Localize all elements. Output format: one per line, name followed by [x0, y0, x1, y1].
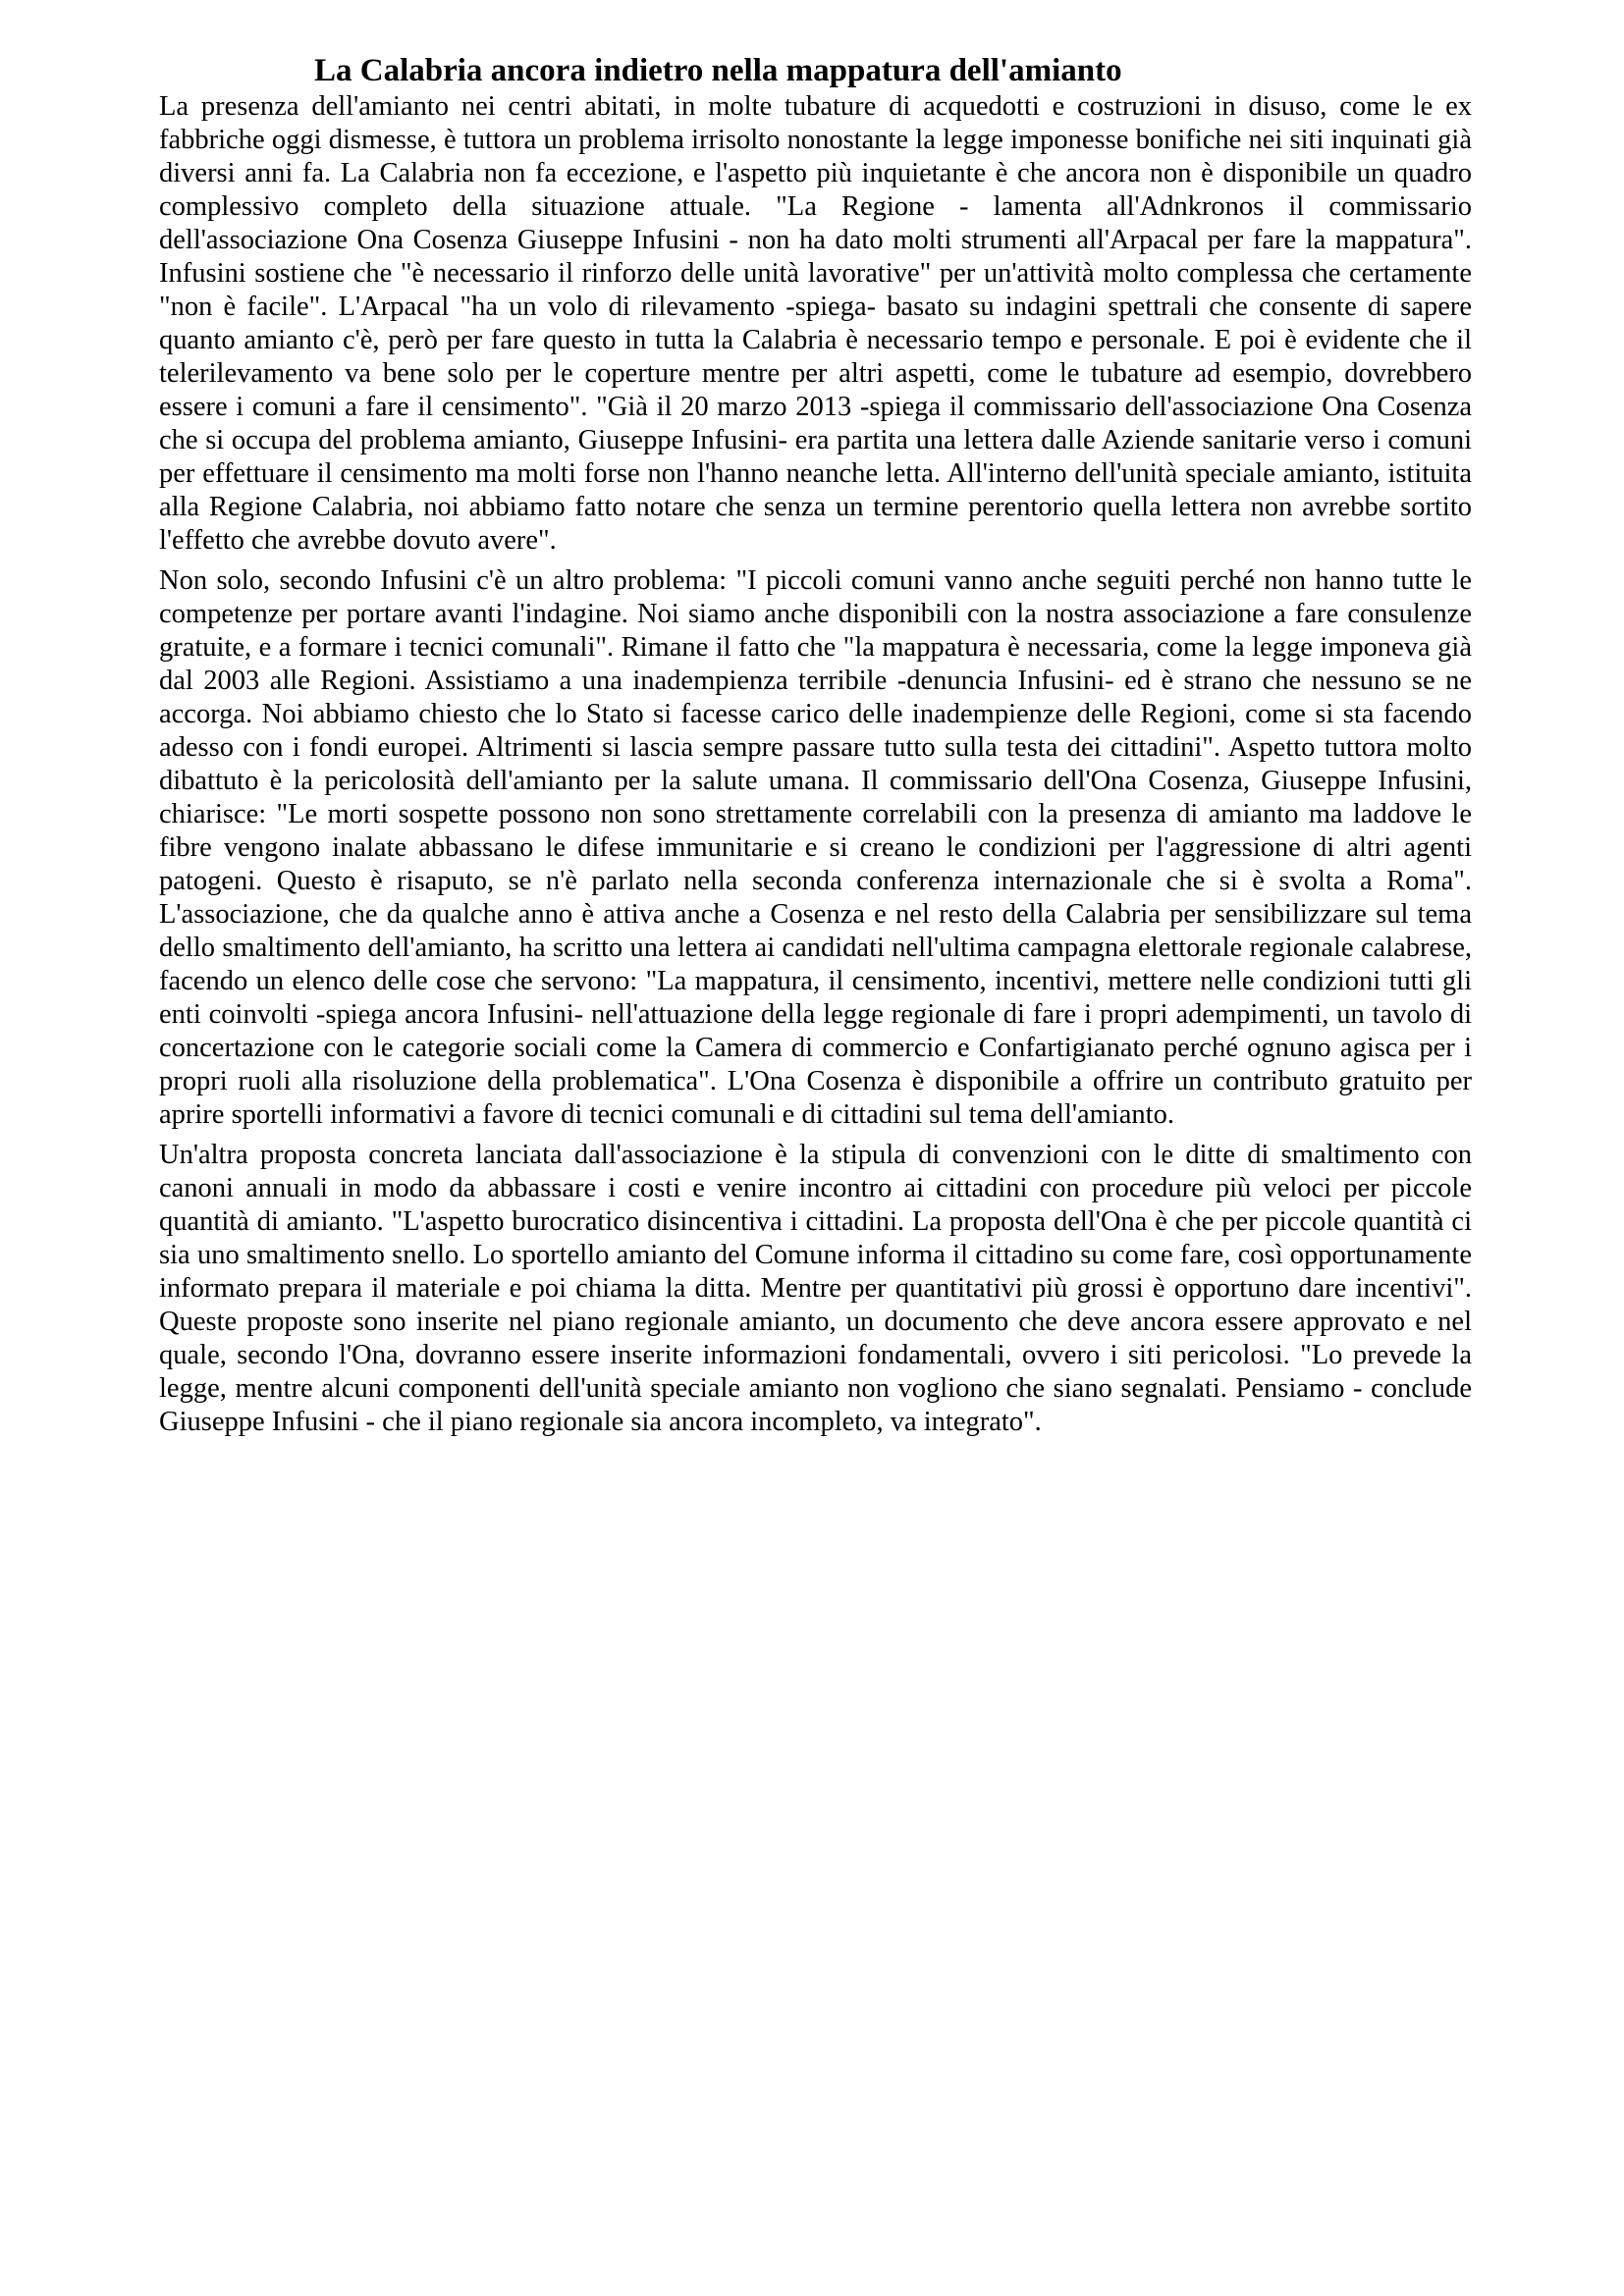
paragraph-3: Un'altra proposta concreta lanciata dall'associazione è la stipula di convenzioni con le ditte di smaltimento con canoni annuali in modo da abbassare i costi e venire incontro ai cittadini con procedure più veloci per piccole quantità di amianto. "L'aspetto burocratico disincentiva i cittadini. La proposta dell'Ona è che per piccole quantità ci sia uno smaltimento snello. Lo sportello amianto del Comune informa il cittadino su come fare, così opportunamente informato prepara il materiale e poi chiama la ditta. Mentre per quantitativi più grossi è opportuno dare incentivi". Queste proposte sono inserite nel piano regionale amianto, un documento che deve ancora essere approvato e nel quale, secondo l'Ona, dovranno essere inserite informazioni fondamentali, ovvero i siti pericolosi. "Lo prevede la legge, mentre alcuni componenti dell'unità speciale amianto non vogliono che siano segnalati. Pensiamo - conclude Giuseppe Infusini - che il piano regionale sia ancora incompleto, va integrato". [159, 1140, 1472, 1437]
article-title: La Calabria ancora indietro nella mappatura dell'amianto [314, 53, 1122, 88]
document-page [159, 51, 1472, 1446]
paragraph-2: Non solo, secondo Infusini c'è un altro problema: "I piccoli comuni vanno anche seguiti perché non hanno tutte le competenze per portare avanti l'indagine. Noi siamo anche disponibili con la nostra associazione a fare consulenze gratuite, e a formare i tecnici comunali". Rimane il fatto che "la mappatura è necessaria, come la legge imponeva già dal 2003 alle Regioni. Assistiamo a una inadempienza terribile -denuncia Infusini- ed è strano che nessuno se ne accorga. Noi abbiamo chiesto che lo Stato si facesse carico delle inadempienze delle Regioni, come si sta facendo adesso con i fondi europei. Altrimenti si lascia sempre passare tutto sulla testa dei cittadini". Aspetto tuttora molto dibattuto è la pericolosità dell'amianto per la salute umana. Il commissario dell'Ona Cosenza, Giuseppe Infusini, chiarisce: "Le morti sospette possono non sono strettamente correlabili con la presenza di amianto ma laddove le fibre vengono inalate abbassano le difese immunitarie e si creano le condizioni per l'aggressione di altri agenti patogeni. Questo è risaputo, se n'è parlato nella seconda conferenza internazionale che si è svolta a Roma". L'associazione, che da qualche anno è attiva anche a Cosenza e nel resto della Calabria per sensibilizzare sul tema dello smaltimento dell'amianto, ha scritto una lettera ai candidati nell'ultima campagna elettorale regionale calabrese, facendo un elenco delle cose che servono: "La mappatura, il censimento, incentivi, mettere nelle condizioni tutti gli enti coinvolti -spiega ancora Infusini- nell'attuazione della legge regionale di fare i propri adempimenti, un tavolo di concertazione con le categorie sociali come la Camera di commercio e Confartigianato perché ognuno agisca per i propri ruoli alla risoluzione della problematica". L'Ona Cosenza è disponibile a offrire un contributo gratuito per aprire sportelli informativi a favore di tecnici comunali e di cittadini sul tema dell'amianto. [159, 565, 1472, 1130]
paragraph-1: La presenza dell'amianto nei centri abitati, in molte tubature di acquedotti e costruzioni in disuso, come le ex fabbriche oggi dismesse, è tuttora un problema irrisolto nonostante la legge imponesse bonifiche nei siti inquinati già diversi anni fa. La Calabria non fa eccezione, e l'aspetto più inquietante è che ancora non è disponibile un quadro complessivo completo della situazione attuale. "La Regione - lamenta all'Adnkronos il commissario dell'associazione Ona Cosenza Giuseppe Infusini - non ha dato molti strumenti all'Arpacal per fare la mappatura". Infusini sostiene che "è necessario il rinforzo delle unità lavorative" per un'attività molto complessa che certamente "non è facile". L'Arpacal "ha un volo di rilevamento -spiega- basato su indagini spettrali che consente di sapere quanto amianto c'è, però per fare questo in tutta la Calabria è necessario tempo e personale. E poi è evidente che il telerilevamento va bene solo per le coperture mentre per altri aspetti, come le tubature ad esempio, dovrebbero essere i comuni a fare il censimento". "Già il 20 marzo 2013 -spiega il commissario dell'associazione Ona Cosenza che si occupa del problema amianto, Giuseppe Infusini- era partita una lettera dalle Aziende sanitarie verso i comuni per effettuare il censimento ma molti forse non l'hanno neanche letta. All'interno dell'unità speciale amianto, istituita alla Regione Calabria, noi abbiamo fatto notare che senza un termine perentorio quella lettera non avrebbe sortito l'effetto che avrebbe dovuto avere". [159, 91, 1472, 556]
